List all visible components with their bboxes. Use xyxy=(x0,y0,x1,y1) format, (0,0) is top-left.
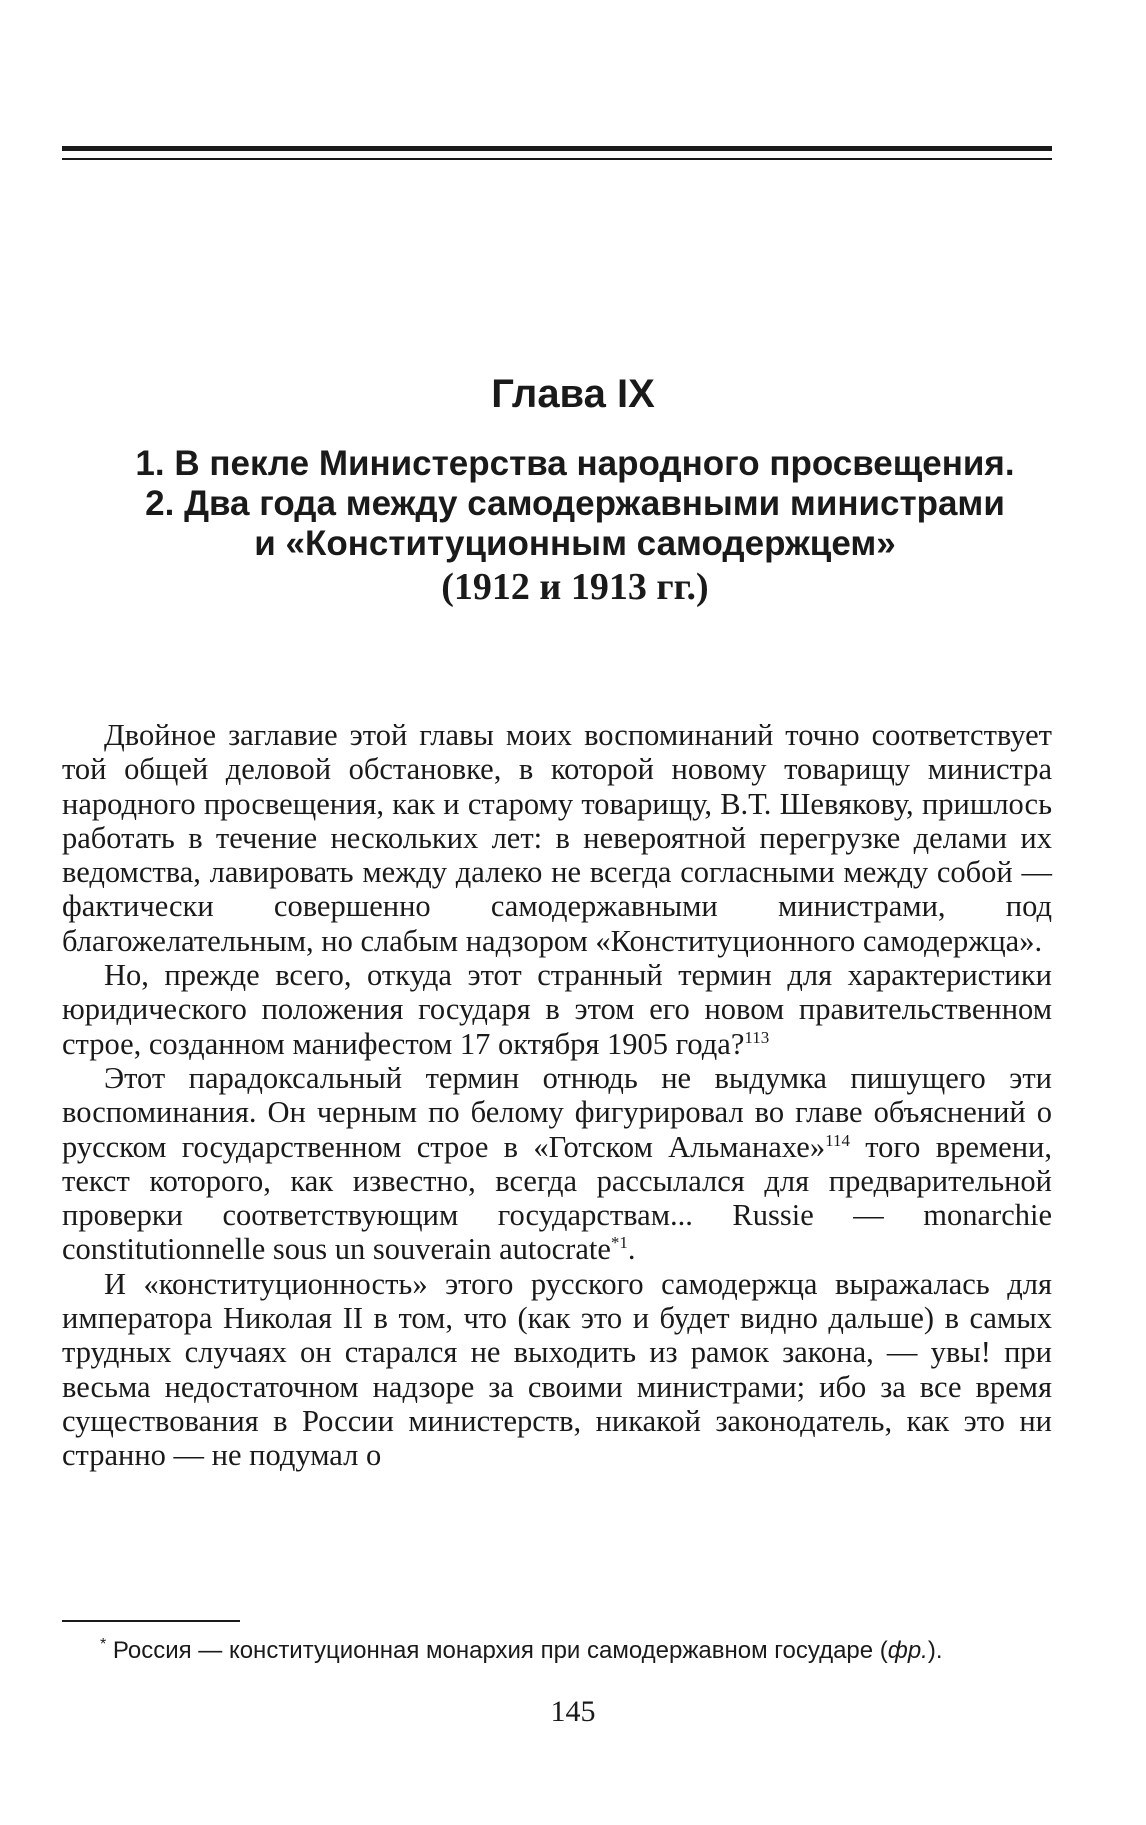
footnote-marker: * xyxy=(100,1636,107,1653)
chapter-title-block xyxy=(60,444,1090,610)
paragraph-4: И «конституционность» этого русского самодержца выражалась для императора Николая II в том, что (как это и будет видно дальше) в самых трудных случаях он старался не выходить из рамок закона, — увы! при весьма недостаточном надзоре за своими министрами; ибо за все время существования в России министерств, никакой законодатель, как это ни странно — не подумал о xyxy=(62,1266,1052,1473)
chapter-title-years: (1912 и 1913 гг.) xyxy=(441,566,709,608)
paragraph-3-text-a: Этот парадоксальный термин отнюдь не выдумка пишущего эти воспоминания. Он черным по белому фигурировал во главе объяснений о русском государственном строе в «Готском Альманахе» xyxy=(62,1060,1052,1164)
endnote-ref-113: 113 xyxy=(744,1027,770,1047)
footnote-rule xyxy=(62,1620,240,1622)
paragraph-2-text: Но, прежде всего, откуда этот странный термин для характеристики юридического положения государя в этом его новом правительственном строе, созданном манифестом 17 октября 1905 года? xyxy=(62,958,1052,1061)
paragraph-1: Двойное заглавие этой главы моих воспоминаний точно соответствует той общей деловой обстановке, в которой новому товарищу министра народного просвещения, как и старому товарищу, В.Т. Шевякову, пришлось работать в течение нескольких лет: в невероятной перегрузке делами их ведомства, лавировать между далеко не всегда согласными между собой — фактически совершенно самодержавными министрами, под благожелательным, но слабым надзором «Конституционного самодержца». xyxy=(62,718,1052,958)
endnote-ref-114: 114 xyxy=(825,1130,850,1150)
header-rule-thin xyxy=(62,158,1052,160)
footnote-end: ). xyxy=(927,1637,943,1664)
paragraph-3 xyxy=(62,1061,1052,1267)
page-number: 145 xyxy=(550,1695,596,1728)
footnote-text: Россия — конституционная монархия при самодержавном государе ( xyxy=(106,1637,888,1664)
paragraph-3-end: . xyxy=(627,1232,636,1267)
footnote xyxy=(100,1636,1050,1666)
chapter-title-line-3: и «Конституционным самодержцем» xyxy=(254,524,896,563)
footnote-abbr: фр. xyxy=(887,1637,928,1664)
header-rule-thick xyxy=(62,146,1052,151)
paragraph-3-text-b: того времени, текст которого, как известно, всегда рассылался для предварительной проверки соответствующим государствам... Russie — monarchie constitutionnelle sous un souverain autocrate xyxy=(62,1129,1052,1267)
chapter-heading: Глава IX xyxy=(491,372,655,416)
chapter-title-line-1: 1. В пекле Министерства народного просвещения. xyxy=(135,444,1015,483)
footnote-ref: *1 xyxy=(610,1233,628,1253)
paragraph-2 xyxy=(62,958,1052,1061)
body-text xyxy=(62,718,1052,1473)
chapter-title-line-2: 2. Два года между самодержавными министрами xyxy=(145,484,1005,523)
